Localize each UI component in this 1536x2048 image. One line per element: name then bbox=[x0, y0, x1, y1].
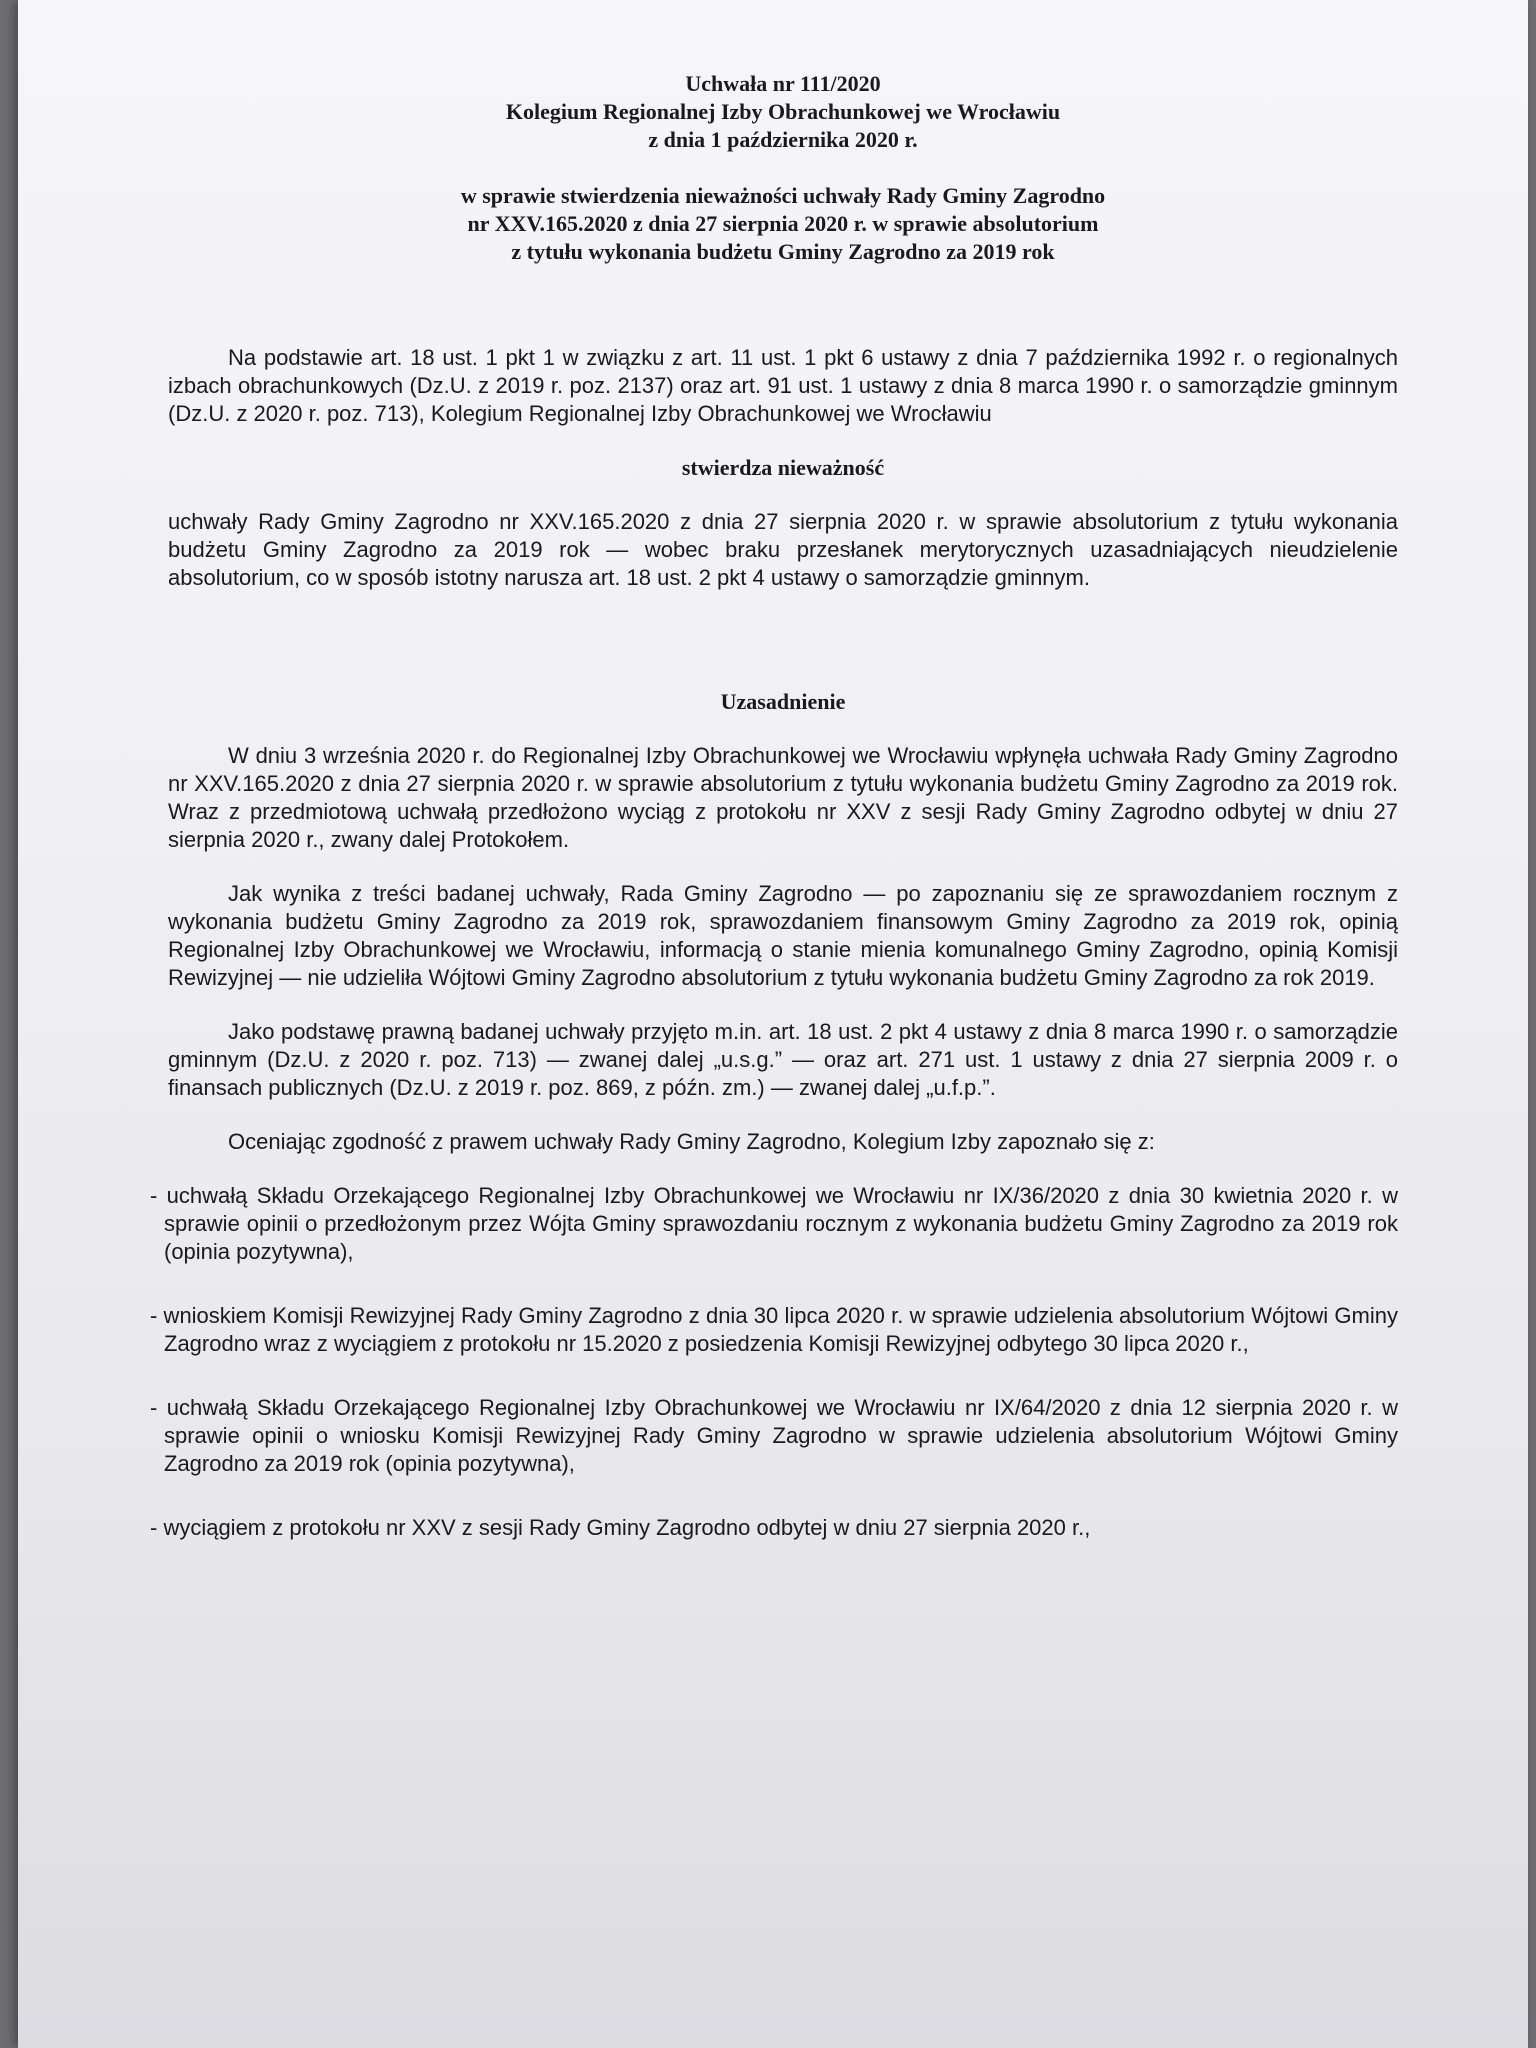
list-item: - uchwałą Składu Orzekającego Regionalnej Izby Obrachunkowej we Wrocławiu nr IX/64/2020 z dnia 12 sierpnia 2020 r. w sprawie opinii o wniosku Komisji Rewizyjnej Rady Gminy Zagrodno w sprawie udzielenia absolutorium Wójtowi Gminy Zagrodno za 2019 rok (opinia pozytywna), bbox=[150, 1395, 1398, 1476]
spacer bbox=[168, 1102, 1398, 1128]
document-page bbox=[18, 0, 1528, 2048]
issuing-body: Kolegium Regionalnej Izby Obrachunkowej we Wrocławiu bbox=[505, 99, 1061, 124]
spacer bbox=[168, 854, 1398, 880]
spacer bbox=[168, 1156, 1398, 1182]
spacer bbox=[168, 592, 1398, 662]
list-item: - wyciągiem z protokołu nr XXV z sesji Rady Gminy Zagrodno odbytej w dniu 27 sierpnia 2020 r., bbox=[150, 1515, 1091, 1540]
subject-line-1: w sprawie stwierdzenia nieważności uchwały Rady Gminy Zagrodno bbox=[460, 183, 1106, 208]
justification-heading: Uzasadnienie bbox=[720, 689, 846, 714]
subject-line-3: z tytułu wykonania budżetu Gminy Zagrodno za 2019 rok bbox=[511, 239, 1055, 264]
resolution-date: z dnia 1 października 2020 r. bbox=[648, 127, 918, 152]
subject-line-2: nr XXV.165.2020 z dnia 27 sierpnia 2020 r. w sprawie absolutorium bbox=[467, 211, 1099, 236]
justification-paragraph-2: Jak wynika z treści badanej uchwały, Rada Gminy Zagrodno — po zapoznaniu się ze sprawozdaniem rocznym z wykonania budżetu Gminy Zagrodno za 2019 rok, sprawozdaniem finansowym Gminy Zagrodno za 2019 rok, opinią Regionalnej Izby Obrachunkowej we Wrocławiu, informacją o stanie mienia komunalnego Gminy Zagrodno, opinią Komisji Rewizyjnej — nie udzieliła Wójtowi Gminy Zagrodno absolutorium z tytułu wykonania budżetu Gminy Zagrodno za rok 2019. bbox=[168, 881, 1398, 990]
resolution-header bbox=[168, 70, 1398, 154]
justification-paragraph-1: W dniu 3 września 2020 r. do Regionalnej Izby Obrachunkowej we Wrocławiu wpłynęła uchwała Rady Gminy Zagrodno nr XXV.165.2020 z dnia 27 sierpnia 2020 r. w sprawie absolutorium z tytułu wykonania budżetu Gminy Zagrodno za 2019 rok. Wraz z przedmiotową uchwałą przedłożono wyciąg z protokołu nr XXV z sesji Rady Gminy Zagrodno odbytej w dniu 27 sierpnia 2020 r., zwany dalej Protokołem. bbox=[168, 743, 1398, 852]
document-body bbox=[150, 70, 1398, 1578]
resolution-subject bbox=[168, 182, 1398, 266]
justification-paragraph-3: Jako podstawę prawną badanej uchwały przyjęto m.in. art. 18 ust. 2 pkt 4 ustawy z dnia 8 marca 1990 r. o samorządzie gminnym (Dz.U. z 2020 r. poz. 713) — zwanej dalej „u.s.g.” — oraz art. 271 ust. 1 ustawy z dnia 27 sierpnia 2009 r. o finansach publicznych (Dz.U. z 2019 r. poz. 869, z późn. zm.) — zwanej dalej „u.f.p.”. bbox=[168, 1019, 1398, 1100]
legal-basis-paragraph: Na podstawie art. 18 ust. 1 pkt 1 w związku z art. 11 ust. 1 pkt 6 ustawy z dnia 7 października 1992 r. o regionalnych izbach obrachunkowych (Dz.U. z 2019 r. poz. 2137) oraz art. 91 ust. 1 ustawy z dnia 8 marca 1990 r. o samorządzie gminnym (Dz.U. z 2020 r. poz. 713), Kolegium Regionalnej Izby Obrachunkowej we Wrocławiu bbox=[168, 345, 1398, 426]
decision-heading: stwierdza nieważność bbox=[681, 455, 885, 480]
decision-paragraph: uchwały Rady Gminy Zagrodno nr XXV.165.2020 z dnia 27 sierpnia 2020 r. w sprawie absolutorium z tytułu wykonania budżetu Gminy Zagrodno za 2019 rok — wobec braku przesłanek merytorycznych uzasadniających nieudzielenie absolutorium, co w sposób istotny narusza art. 18 ust. 2 pkt 4 ustawy o samorządzie gminnym. bbox=[168, 509, 1398, 590]
list-item: - wnioskiem Komisji Rewizyjnej Rady Gminy Zagrodno z dnia 30 lipca 2020 r. w sprawie udzielenia absolutorium Wójtowi Gminy Zagrodno wraz z wyciągiem z protokołu nr 15.2020 z posiedzenia Komisji Rewizyjnej odbytego 30 lipca 2020 r., bbox=[150, 1303, 1398, 1356]
list-item: - uchwałą Składu Orzekającego Regionalnej Izby Obrachunkowej we Wrocławiu nr IX/36/2020 z dnia 30 kwietnia 2020 r. w sprawie opinii o przedłożonym przez Wójta Gminy sprawozdaniu rocznym z wykonania budżetu Gminy Zagrodno za 2019 rok (opinia pozytywna), bbox=[150, 1183, 1398, 1264]
resolution-number: Uchwała nr 111/2020 bbox=[685, 71, 881, 96]
spacer bbox=[168, 992, 1398, 1018]
justification-paragraph-4: Oceniając zgodność z prawem uchwały Rady Gminy Zagrodno, Kolegium Izby zapoznało się z: bbox=[228, 1129, 1155, 1154]
